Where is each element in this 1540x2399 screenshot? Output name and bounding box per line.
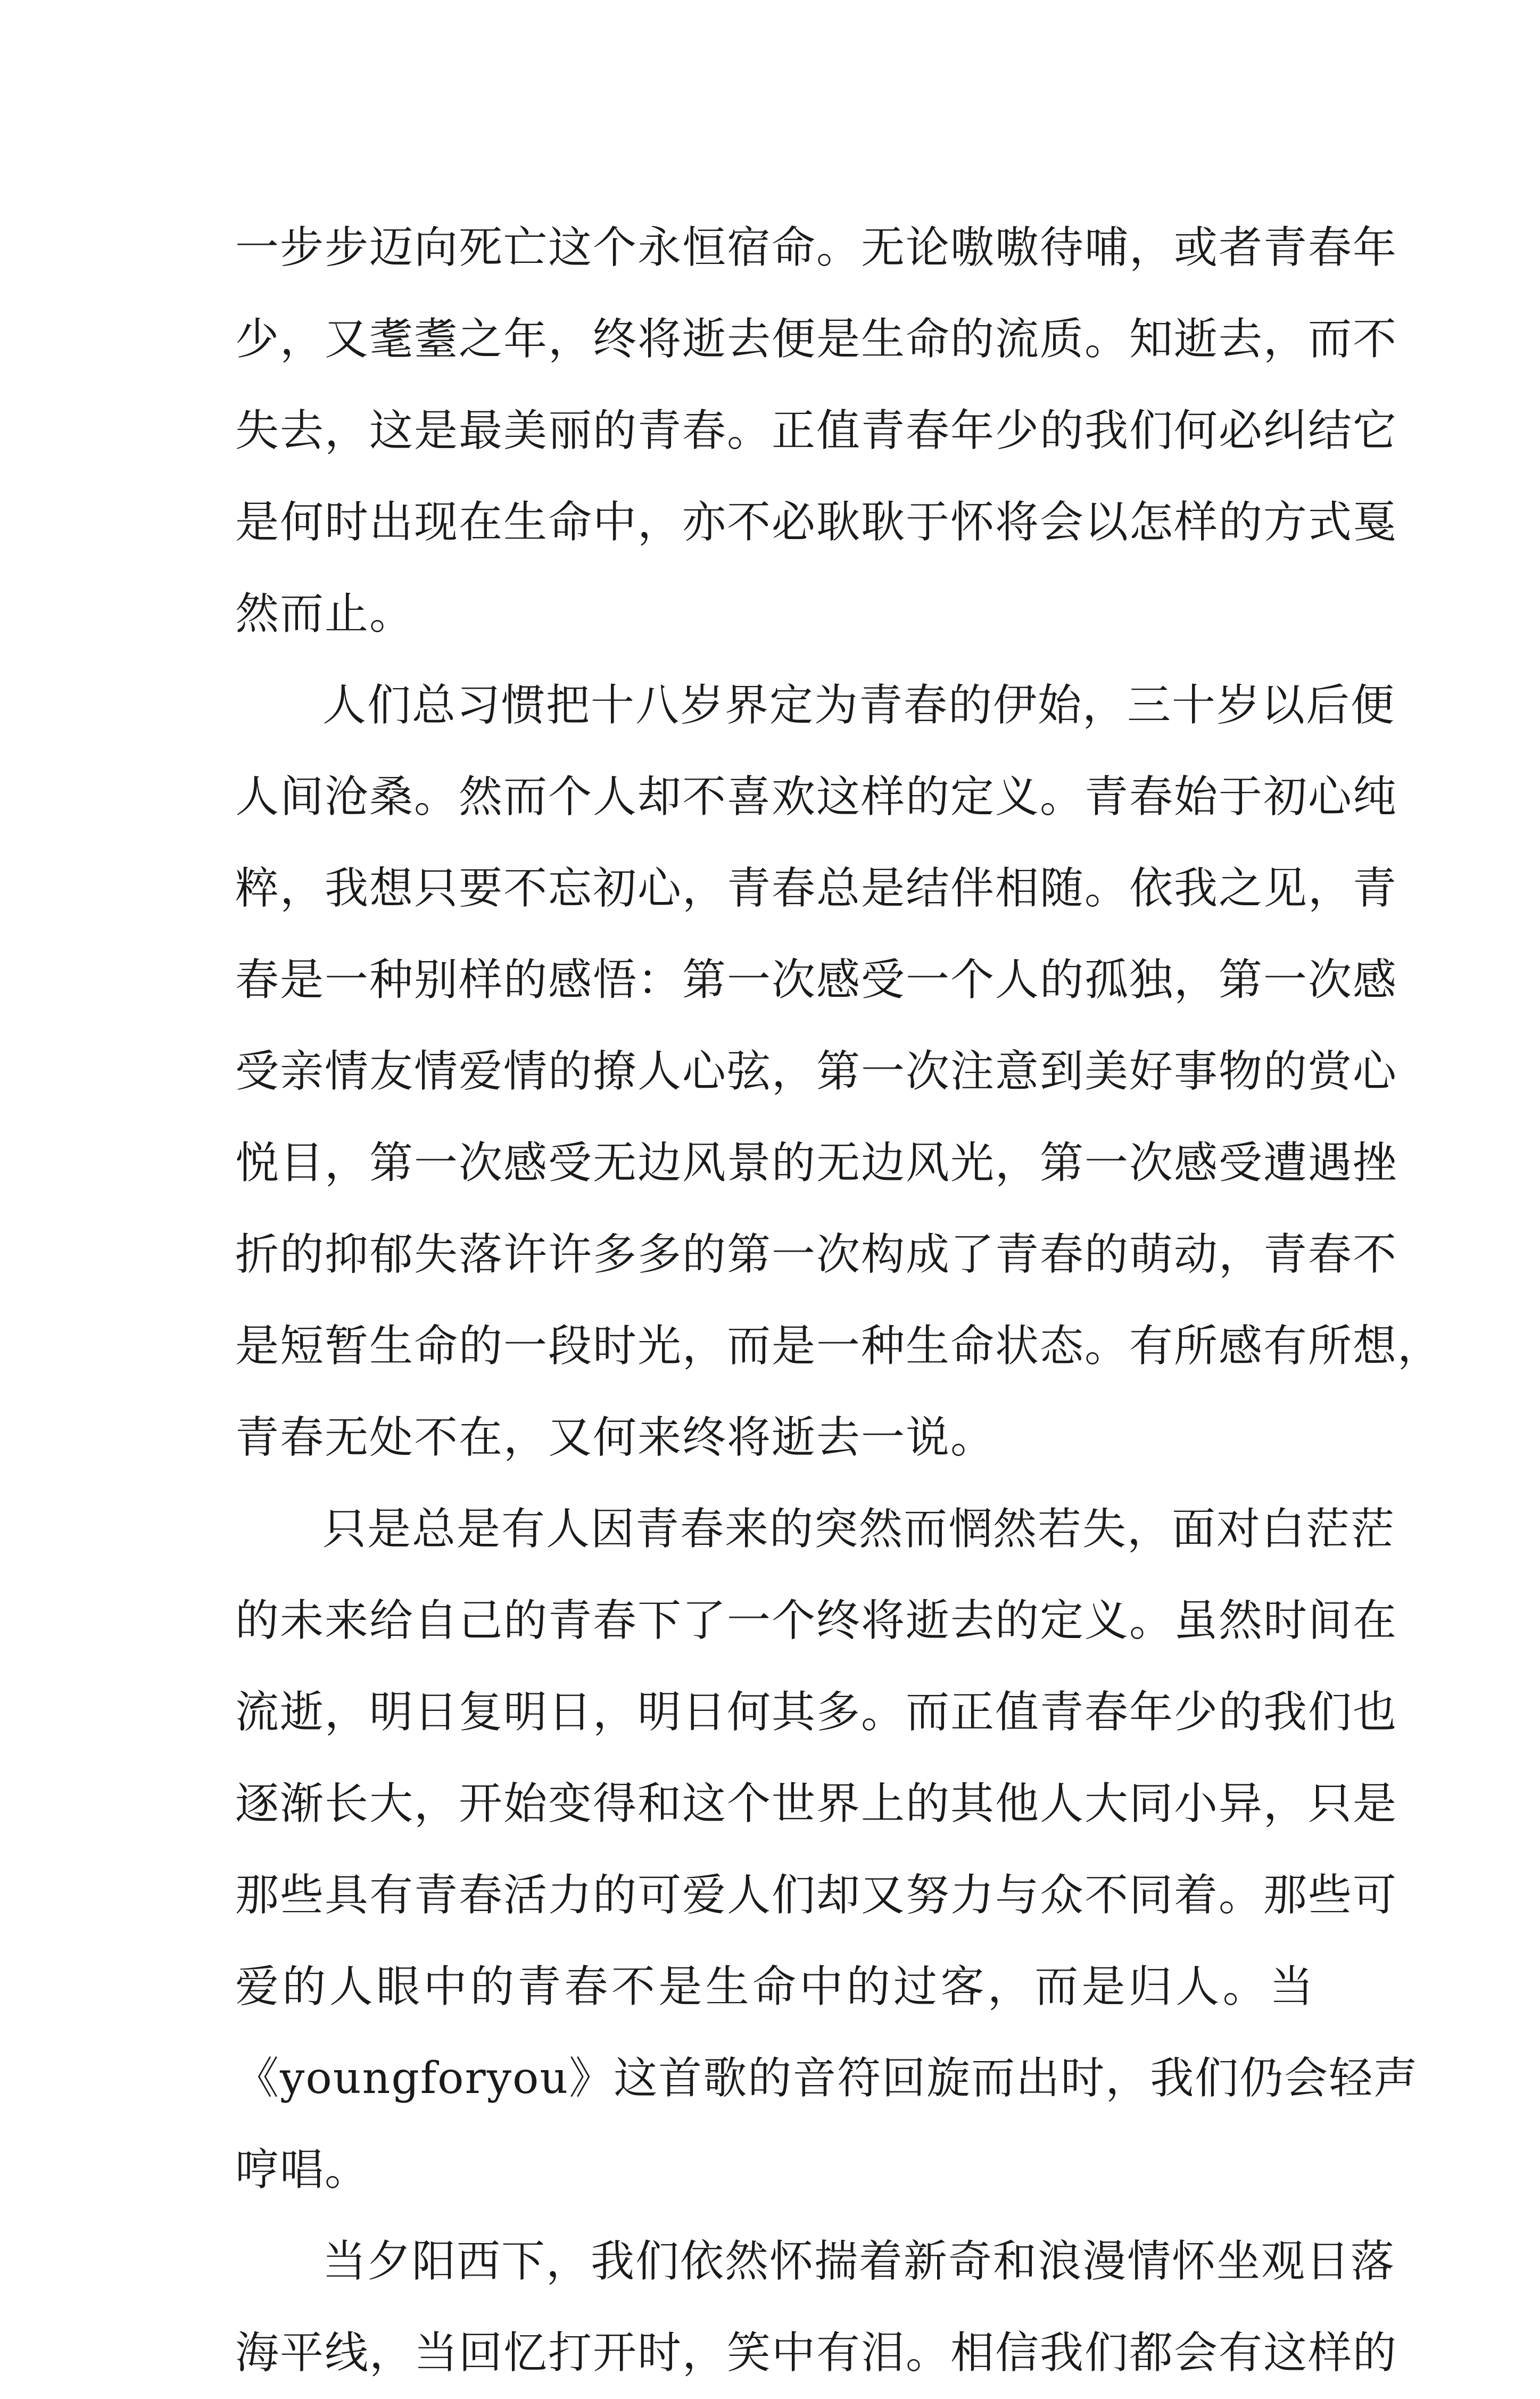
text-line: 是何时出现在生命中，亦不必耿耿于怀将会以怎样的方式戛 xyxy=(235,497,1398,548)
text-line: 流逝，明日复明日，明日何其多。而正值青春年少的我们也 xyxy=(235,1687,1398,1738)
text-line: 《youngforyou》这首歌的音符回旋而出时，我们仍会轻声 xyxy=(235,2053,1419,2104)
text-line: 少，又耄耋之年，终将逝去便是生命的流质。知逝去，而不 xyxy=(235,314,1398,365)
text-line: 受亲情友情爱情的撩人心弦，第一次注意到美好事物的赏心 xyxy=(235,1046,1398,1097)
text-line: 爱的人眼中的青春不是生命中的过客，而是归人。当 xyxy=(235,1962,1314,2012)
text-line: 失去，这是最美丽的青春。正值青春年少的我们何必纠结它 xyxy=(235,406,1398,456)
text-line: 是短暂生命的一段时光，而是一种生命状态。有所感有所想， xyxy=(235,1321,1443,1371)
text-line: 春是一种别样的感悟：第一次感受一个人的孤独，第一次感 xyxy=(235,955,1398,1005)
text-line: 粹，我想只要不忘初心，青春总是结伴相随。依我之见，青 xyxy=(235,863,1398,914)
text-line: 一步步迈向死亡这个永恒宿命。无论嗷嗷待哺，或者青春年 xyxy=(235,222,1398,273)
text-line: 人们总习惯把十八岁界定为青春的伊始，三十岁以后便 xyxy=(322,680,1396,731)
text-line: 人间沧桑。然而个人却不喜欢这样的定义。青春始于初心纯 xyxy=(235,772,1398,822)
text-line: 的未来给自己的青春下了一个终将逝去的定义。虽然时间在 xyxy=(235,1595,1398,1646)
text-line: 折的抑郁失落许许多多的第一次构成了青春的萌动，青春不 xyxy=(235,1229,1398,1280)
text-line: 那些具有青春活力的可爱人们却又努力与众不同着。那些可 xyxy=(235,1870,1398,1921)
text-line: 只是总是有人因青春来的突然而惘然若失，面对白茫茫 xyxy=(322,1504,1396,1554)
text-line: 海平线，当回忆打开时，笑中有泪。相信我们都会有这样的 xyxy=(235,2328,1398,2378)
text-line: 当夕阳西下，我们依然怀揣着新奇和浪漫情怀坐观日落 xyxy=(322,2236,1396,2287)
document-body xyxy=(235,202,1443,2399)
text-line: 然而止。 xyxy=(235,589,415,639)
text-line: 悦目，第一次感受无边风景的无边风光，第一次感受遭遇挫 xyxy=(235,1138,1398,1188)
text-line: 逐渐长大，开始变得和这个世界上的其他人大同小异，只是 xyxy=(235,1778,1398,1829)
text-line: 哼唱。 xyxy=(235,2145,370,2195)
text-line: 青春无处不在，又何来终将逝去一说。 xyxy=(235,1412,996,1463)
